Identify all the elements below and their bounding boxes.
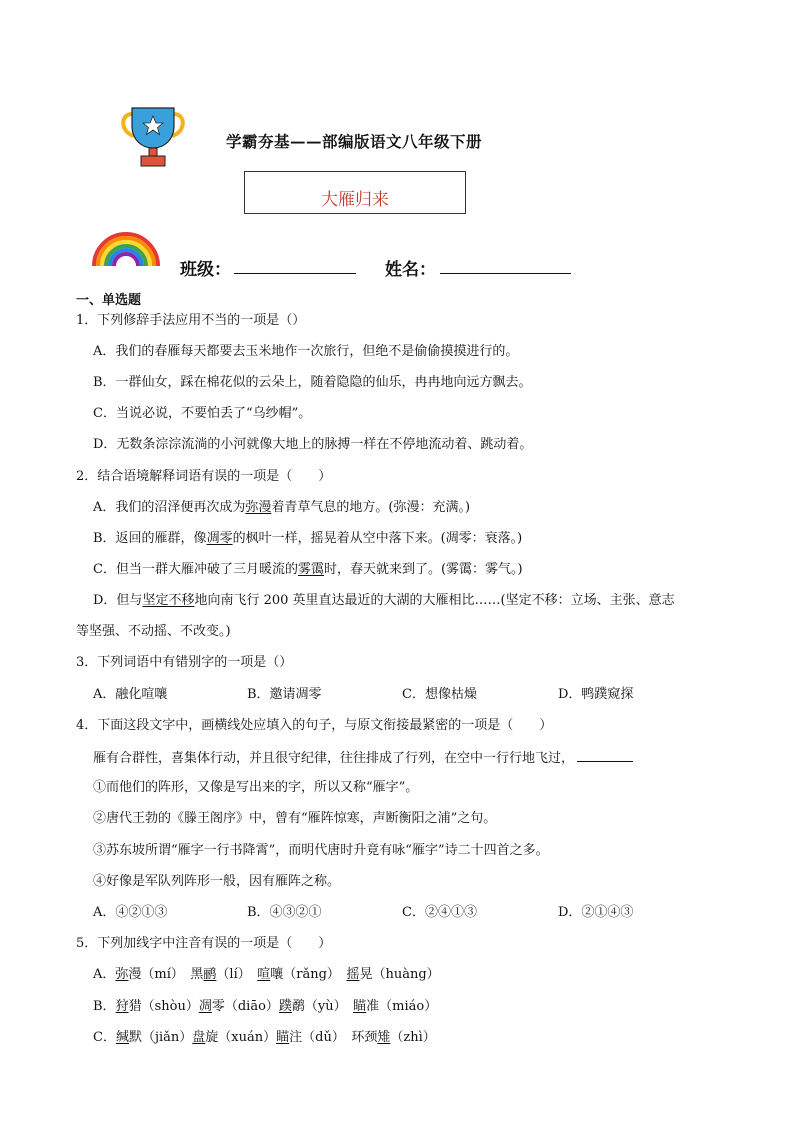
q5-b-text: 准（miáo） [366, 999, 438, 1014]
q2-b-text: B．返回的雁群，像 [93, 531, 207, 546]
q5-c-underlined: 瞄 [276, 1030, 290, 1045]
q5-b-text: 鹬（yù） [291, 999, 354, 1014]
q5-b-label: B． [93, 999, 116, 1014]
rainbow-icon [90, 228, 162, 268]
q2-a-text: A．我们的沼泽便再次成为 [93, 500, 246, 515]
q3-option-d[interactable]: D．鸭蹼窥探 [558, 687, 634, 702]
q5-a-text: 晃（huàng） [359, 967, 440, 982]
q2-b-underlined: 凋零 [206, 531, 233, 546]
q2-option-d[interactable] [93, 593, 675, 609]
name-field[interactable] [440, 273, 571, 274]
trophy-icon [118, 102, 188, 170]
q2-option-c[interactable] [93, 562, 523, 578]
q4-sentence-4: ④好像是军队列阵形一般，因有雁阵之称。 [93, 874, 341, 889]
q4-stem: 4．下面这段文字中，画横线处应填入的句子，与原文衔接最紧密的一项是（ ） [76, 718, 553, 733]
q3-option-a[interactable]: A．融化喧嚷 [93, 687, 168, 702]
q5-option-c[interactable] [93, 1030, 436, 1046]
q2-c-text-post: 时，春天就来到了。(雾霭：雾气。) [323, 562, 523, 577]
q1-option-c[interactable]: C．当说必说，不要怕丢了“乌纱帽”。 [93, 406, 312, 421]
class-label: 班级： [180, 260, 231, 280]
q1-option-d[interactable]: D．无数条淙淙流淌的小河就像大地上的脉搏一样在不停地流动着、跳动着。 [93, 437, 533, 452]
q4-sentence-1: ①而他们的阵形，又像是写出来的字，所以又称“雁字”。 [93, 780, 419, 795]
q5-a-label: A． [93, 967, 116, 982]
q5-a-text: 嚷（rǎng） [270, 967, 347, 982]
q4-option-d[interactable]: D．②①④③ [558, 905, 634, 920]
q5-a-text: （lí） [216, 967, 258, 982]
q5-option-a[interactable] [93, 967, 440, 983]
q5-stem: 5．下列加线字中注音有误的一项是（ ） [76, 936, 332, 951]
q2-option-d-continued: 等坚强、不动摇、不改变。) [76, 624, 231, 639]
q5-b-underlined: 瞄 [353, 999, 367, 1014]
q2-option-a[interactable] [93, 500, 470, 516]
q5-a-underlined: 弥 [115, 967, 129, 982]
lesson-title-box [244, 171, 466, 214]
q2-a-text-post: 着青草气息的地方。(弥漫：充满。) [271, 500, 471, 515]
q1-stem: 1．下列修辞手法应用不当的一项是（） [76, 313, 306, 328]
q2-b-text-post: 的枫叶一样，摇晃着从空中落下来。(凋零：衰落。) [232, 531, 523, 546]
name-label: 姓名： [385, 260, 436, 280]
q4-passage [93, 749, 633, 767]
q5-c-text: （zhì） [390, 1030, 436, 1045]
q2-d-text: D．但与 [93, 593, 143, 608]
q2-c-text: C．但当一群大雁冲破了三月暖流的 [93, 562, 298, 577]
q5-c-underlined: 缄 [115, 1030, 129, 1045]
q5-option-b[interactable] [93, 999, 437, 1015]
q2-d-text-post: 地向南飞行 200 英里直达最近的大湖的大雁相比……(坚定不移：立场、主张、意志 [194, 593, 675, 608]
q5-c-text: 旋（xuán） [205, 1030, 277, 1045]
q5-c-text: 注（dǔ） 环颈 [289, 1030, 378, 1045]
q5-a-text: 漫（mí） 黑 [128, 967, 204, 982]
q4-option-c[interactable]: C．②④①③ [402, 905, 477, 920]
q2-a-underlined: 弥漫 [245, 500, 272, 515]
q3-stem: 3．下列词语中有错别字的一项是（） [76, 655, 293, 670]
q5-c-underlined: 雉 [377, 1030, 391, 1045]
q4-blank [577, 749, 633, 762]
q3-option-c[interactable]: C．想像枯燥 [402, 687, 477, 702]
q5-b-underlined: 蹼 [278, 999, 292, 1014]
section-heading: 一、单选题 [76, 293, 142, 308]
q5-b-underlined: 狩 [115, 999, 129, 1014]
q2-option-b[interactable] [93, 531, 522, 547]
q4-sentence-3: ③苏东坡所谓“雁字一行书降霄”，而明代唐时升竟有咏“雁字”诗二十四首之多。 [93, 843, 549, 858]
q2-d-underlined: 坚定不移 [142, 593, 195, 608]
lesson-title: 大雁归来 [321, 190, 389, 210]
q4-passage-text: 雁有合群性，喜集体行动，并且很守纪律，往往排成了行列，在空中一行行地飞过， [93, 751, 575, 766]
q5-b-text: 猎（shòu） [128, 999, 199, 1014]
q5-a-underlined: 摇 [346, 967, 360, 982]
page-title: 学霸夯基——部编版语文八年级下册 [226, 132, 483, 151]
q1-option-a[interactable]: A．我们的春雁每天都要去玉米地作一次旅行，但绝不是偷偷摸摸进行的。 [93, 344, 519, 359]
q5-b-underlined: 凋 [198, 999, 212, 1014]
q2-c-underlined: 雾霭 [297, 562, 324, 577]
q4-option-a[interactable]: A．④②①③ [93, 905, 168, 920]
q5-c-underlined: 盘 [192, 1030, 206, 1045]
q5-b-text: 零（diāo） [211, 999, 279, 1014]
q5-c-label: C． [93, 1030, 116, 1045]
q1-option-b[interactable]: B．一群仙女，踩在棉花似的云朵上，随着隐隐的仙乐，冉冉地向远方飘去。 [93, 375, 532, 390]
q3-option-b[interactable]: B．邀请凋零 [247, 687, 322, 702]
q4-sentence-2: ②唐代王勃的《滕王阁序》中，曾有“雁阵惊寒，声断衡阳之浦”之句。 [93, 811, 497, 826]
q2-stem: 2．结合语境解释词语有误的一项是（ ） [76, 469, 332, 484]
class-field[interactable] [234, 273, 356, 274]
q4-option-b[interactable]: B．④③②① [247, 905, 322, 920]
q5-a-underlined: 鹂 [203, 967, 217, 982]
q5-c-text: 默（jiǎn） [128, 1030, 193, 1045]
q5-a-underlined: 喧 [257, 967, 271, 982]
